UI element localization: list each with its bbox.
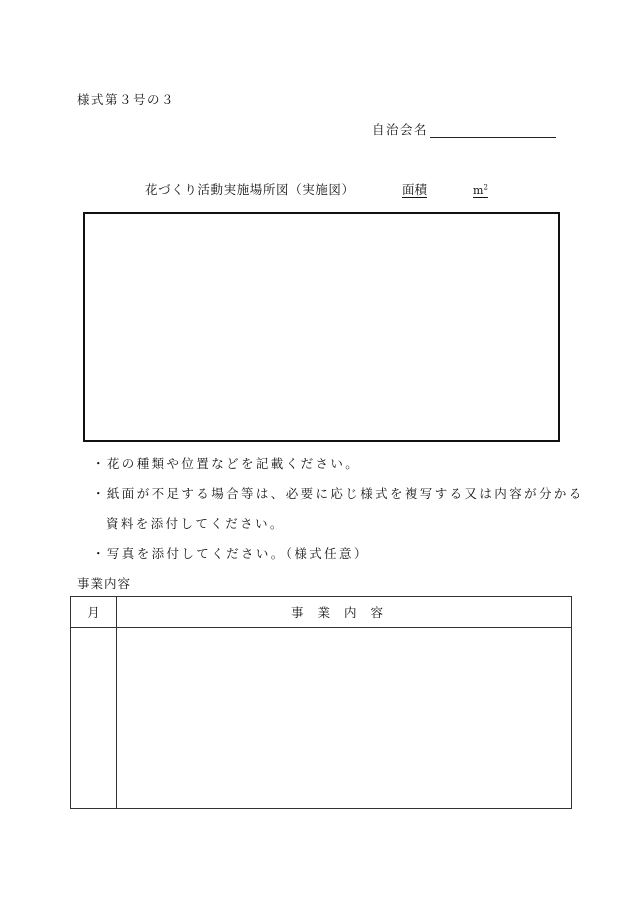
note-photo: ・写真を添付してください。（様式任意）	[92, 546, 369, 561]
note-paper-shortage-cont: 資料を添付してください。	[106, 516, 285, 531]
area-label: 面積	[402, 182, 428, 197]
area-field	[402, 180, 488, 198]
map-drawing-area[interactable]	[83, 212, 560, 442]
document-title: 花づくり活動実施場所図（実施図）	[145, 182, 355, 197]
header-content: 事業内容	[117, 597, 572, 628]
content-cell[interactable]	[117, 628, 572, 809]
header-month: 月	[71, 597, 117, 628]
area-unit: $m^2$	[473, 183, 488, 197]
note-paper-shortage: ・紙面が不足する場合等は、必要に応じ様式を複写する又は内容が分かる	[92, 486, 584, 501]
table-header-row	[71, 597, 572, 628]
note-flower-types: ・花の種類や位置などを記載ください。	[92, 456, 361, 471]
activity-section-label: 事業内容	[77, 576, 132, 591]
association-input-line[interactable]	[430, 125, 556, 138]
activity-table	[70, 596, 572, 809]
month-cell[interactable]	[71, 628, 117, 809]
table-row	[71, 628, 572, 809]
association-label: 自治会名	[372, 122, 429, 137]
association-field	[372, 120, 556, 138]
form-number: 様式第３号の３	[77, 92, 176, 107]
